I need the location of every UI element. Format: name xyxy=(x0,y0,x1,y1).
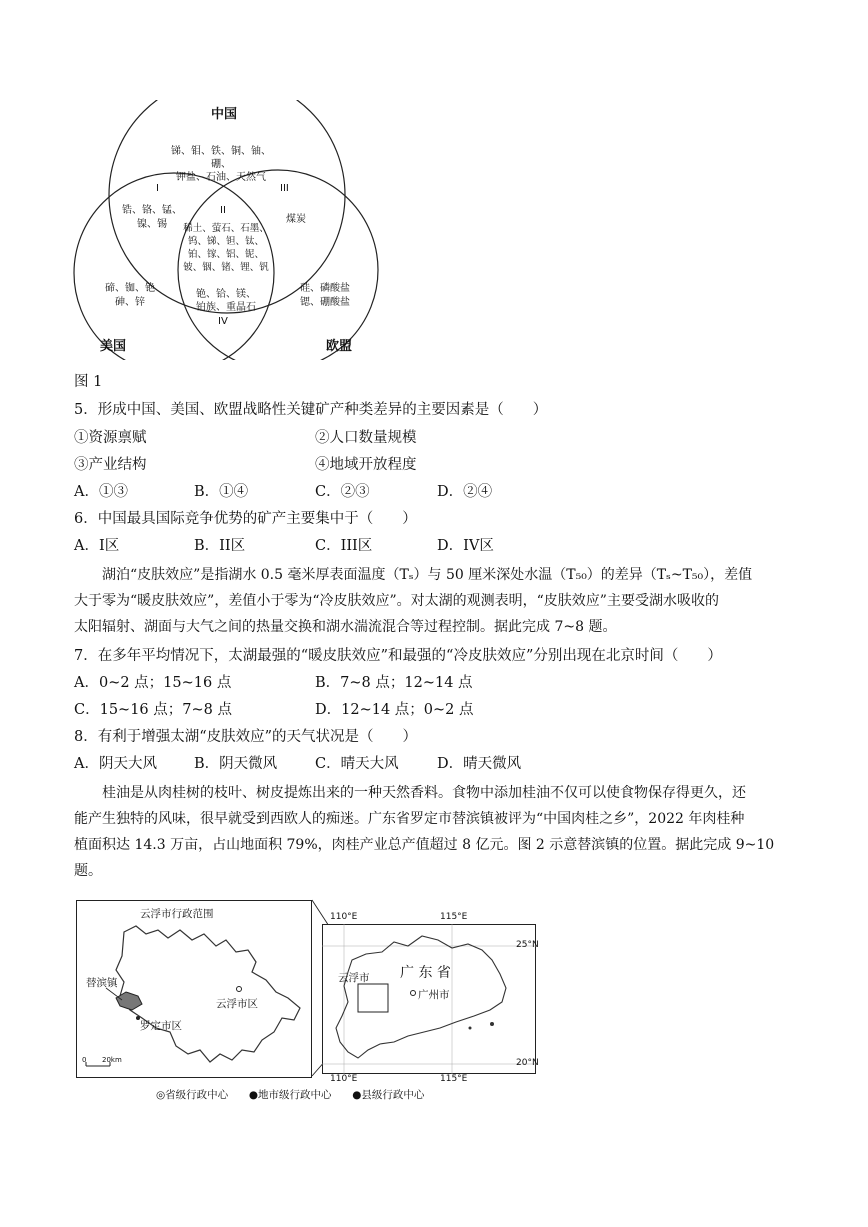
venn-region3: 煤炭 xyxy=(286,214,306,225)
lon110-bottom: 110°E xyxy=(330,1074,358,1084)
passage3-line3: 植面积达 14.3 万亩，占山地面积 79%，肉桂产业总产值超过 8 亿元。图 2 示意替滨镇的位置。据此完成 9~10 xyxy=(74,837,775,853)
venn-region4 xyxy=(180,288,272,314)
venn-usa-only xyxy=(95,282,165,310)
china-only-line1: 锑、钼、铁、铜、铀、硼、 xyxy=(171,146,271,170)
q5-option-a[interactable]: A．①③ xyxy=(74,484,128,500)
figure1-caption: 图 1 xyxy=(74,374,103,390)
eu-only-line2: 锶、硼酸盐 xyxy=(300,297,350,308)
lat20-label: 20°N xyxy=(516,1058,539,1068)
q5-option-b[interactable]: B．①④ xyxy=(194,484,249,500)
q7-option-a[interactable]: A．0~2 点；15~16 点 xyxy=(74,675,232,691)
passage3-line4: 题。 xyxy=(74,863,102,879)
china-only-line2: 钾盐、石油、天然气 xyxy=(176,172,266,183)
legend-prefectural: ●地市级行政中心 xyxy=(248,1089,332,1101)
passage-cinnamon xyxy=(74,780,804,884)
q5-stem: 5．形成中国、美国、欧盟战略性关键矿产种类差异的主要因素是（ ） xyxy=(74,402,548,418)
yunfu-map-title: 云浮市行政范围 xyxy=(140,908,214,920)
eu-only-line1: 硅、磷酸盐 xyxy=(300,283,350,294)
island-1 xyxy=(490,1022,494,1026)
luoding-city-label: 罗定市区 xyxy=(140,1020,182,1032)
island-2 xyxy=(469,1027,472,1030)
passage3-line1: 桂油是从肉桂树的枝叶、树皮提炼出来的一种天然香料。食物中添加桂油不仅可以使食物保存得更久，还 xyxy=(102,785,746,801)
venn-label-china: 中国 xyxy=(211,107,238,122)
region2-line3: 铂、镓、铝、铌、 xyxy=(187,249,264,260)
q5-item-4: ④地域开放程度 xyxy=(315,457,417,473)
q8-option-d[interactable]: D．晴天微风 xyxy=(437,756,522,772)
q7-option-b[interactable]: B．7~8 点；12~14 点 xyxy=(315,675,473,691)
venn-label-eu: 欧盟 xyxy=(326,339,353,354)
q6-option-c[interactable]: C．III区 xyxy=(315,538,373,554)
passage2-line2: 大于零为“暖皮肤效应”，差值小于零为“冷皮肤效应”。对太湖的观测表明，“皮肤效应”主要受湖水吸收的 xyxy=(74,593,719,609)
q7-stem: 7．在多年平均情况下，太湖最强的“暖皮肤效应”和最强的“冷皮肤效应”分别出现在北京时间（ ） xyxy=(74,648,722,664)
guangzhou-label: 广州市 xyxy=(418,989,450,1001)
region2-line4: 铍、铟、锗、锂、钒 xyxy=(183,262,269,273)
lat25-label: 25°N xyxy=(516,940,539,950)
region2-line1: 稀土、萤石、石墨、 xyxy=(183,223,269,234)
q5-option-d[interactable]: D．②④ xyxy=(437,484,493,500)
town-label: 替滨镇 xyxy=(86,977,118,989)
legend-provincial: ◎省级行政中心 xyxy=(156,1089,229,1101)
q5-item-1: ①资源禀赋 xyxy=(74,430,147,446)
passage2-line1: 湖泊“皮肤效应”是指湖水 0.5 毫米厚表面温度（Tₛ）与 50 厘米深处水温（T₅₀）的差异（Tₛ~T₅₀），差值 xyxy=(102,567,753,583)
region4-line1: 铯、铪、镁、 xyxy=(196,289,256,300)
q8-option-a[interactable]: A．阴天大风 xyxy=(74,756,157,772)
q5-option-c[interactable]: C．②③ xyxy=(315,484,370,500)
q6-option-d[interactable]: D．IV区 xyxy=(437,538,494,554)
legend-county: ●县级行政中心 xyxy=(352,1089,425,1101)
scale-zero: 0 xyxy=(82,1056,87,1064)
q6-option-b[interactable]: B．II区 xyxy=(194,538,246,554)
passage2-line3: 太阳辐射、湖面与大气之间的热量交换和湖水湍流混合等过程控制。据此完成 7~8 题。 xyxy=(74,619,617,635)
region2-line2: 钨、锑、钽、钛、 xyxy=(187,236,264,247)
passage3-line2: 能产生独特的风味，很早就受到西欧人的痴迷。广东省罗定市替滨镇被评为“中国肉桂之乡”，2022 年肉桂种 xyxy=(74,811,745,827)
venn-region1 xyxy=(122,204,182,232)
q8-option-b[interactable]: B．阴天微风 xyxy=(194,756,278,772)
q8-stem: 8．有利于增强太湖“皮肤效应”的天气状况是（ ） xyxy=(74,729,418,745)
q7-option-c[interactable]: C．15~16 点；7~8 点 xyxy=(74,702,232,718)
region1-line1: 锆、铬、锰、 xyxy=(122,205,182,216)
lon110-top: 110°E xyxy=(330,912,358,922)
yunfu-city-label: 云浮市区 xyxy=(216,998,258,1010)
venn-region4-num: IV xyxy=(218,316,228,327)
passage-skin-effect xyxy=(74,562,804,640)
venn-label-usa: 美国 xyxy=(100,339,127,354)
venn-region2 xyxy=(176,222,276,274)
q5-item-2: ②人口数量规模 xyxy=(315,430,417,446)
usa-only-line1: 碲、铷、铯 xyxy=(105,283,155,294)
region4-line2: 铂族、重晶石 xyxy=(196,302,256,313)
yunfu-label-right: 云浮市 xyxy=(338,972,370,984)
usa-only-line2: 砷、锌 xyxy=(115,297,145,308)
venn-eu-only xyxy=(290,282,360,310)
region1-line2: 镍、锡 xyxy=(137,219,167,230)
q6-option-a[interactable]: A．I区 xyxy=(74,538,120,554)
venn-region2-num: II xyxy=(220,205,226,216)
venn-china-only xyxy=(165,145,277,184)
map-legend xyxy=(156,1087,424,1102)
lon115-top: 115°E xyxy=(440,912,468,922)
q6-stem: 6．中国最具国际竞争优势的矿产主要集中于（ ） xyxy=(74,511,417,527)
lon115-bottom: 115°E xyxy=(440,1074,468,1084)
venn-region1-num: I xyxy=(156,183,159,194)
venn-region3-num: III xyxy=(280,183,289,194)
q8-option-c[interactable]: C．晴天大风 xyxy=(315,756,399,772)
scale-20km: 20km xyxy=(102,1056,122,1064)
province-label: 广 东 省 xyxy=(400,965,451,981)
q5-item-3: ③产业结构 xyxy=(74,457,147,473)
q7-option-d[interactable]: D．12~14 点；0~2 点 xyxy=(315,702,474,718)
